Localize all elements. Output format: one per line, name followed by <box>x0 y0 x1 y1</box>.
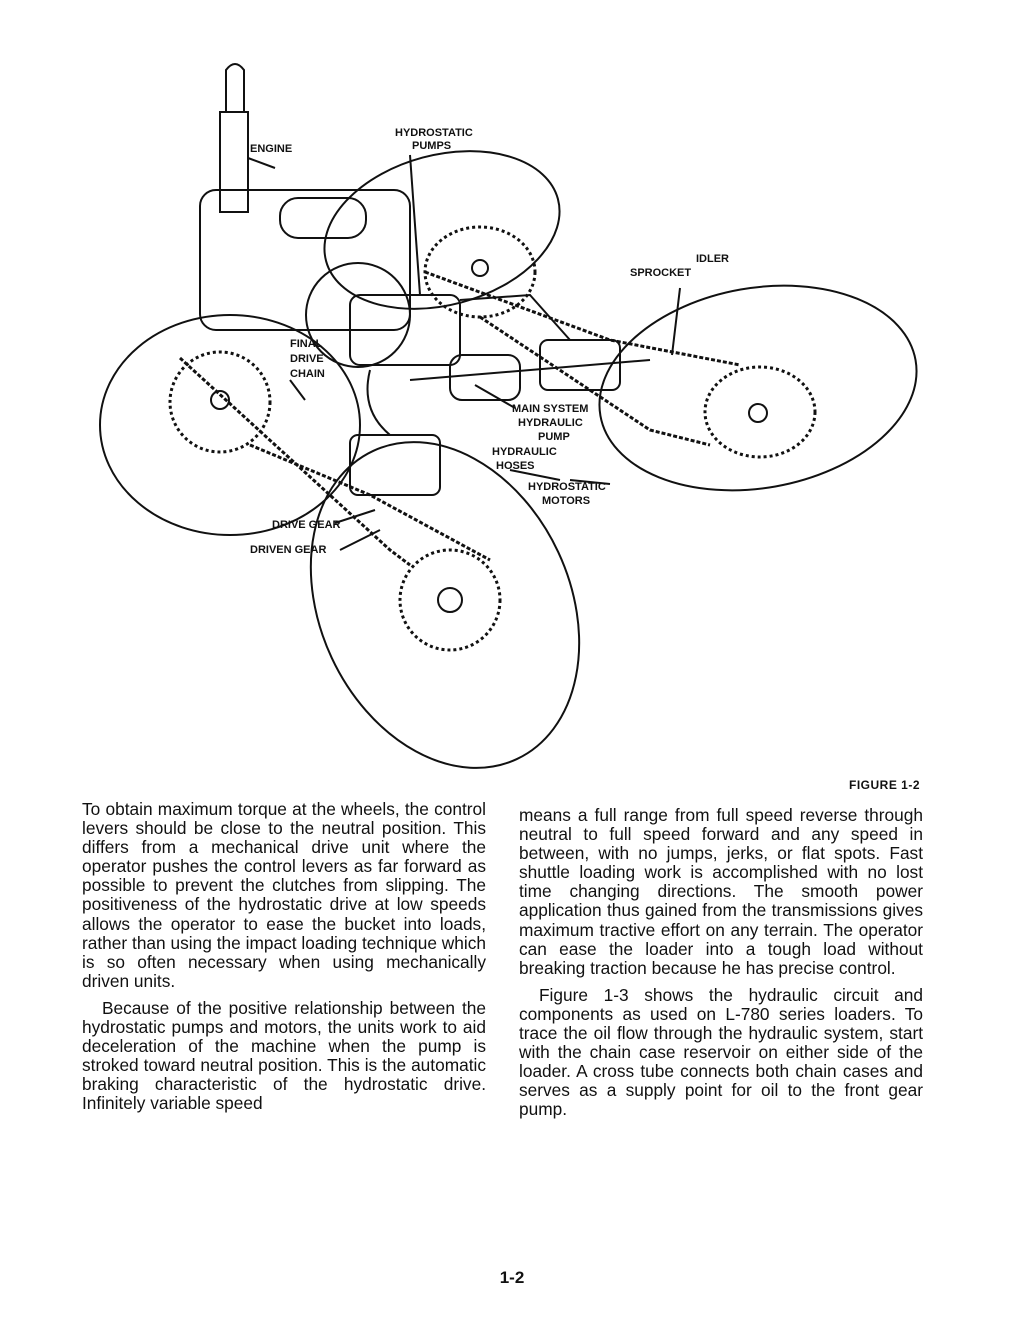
label-driven-gear: DRIVEN GEAR <box>250 544 327 556</box>
paragraph-hydraulic-circuit: Figure 1-3 shows the hydraulic circuit and components as used on L-780 series loaders. To trace the oil flow through the hydraulic system, start with the chain case reservoir on either side of the loader. A cross tube connects both chain cases and serves as a supply point for oil to the front gear pump. <box>519 984 923 1120</box>
label-final-drive-chain-1: FINAL <box>290 338 323 350</box>
label-final-drive-chain-3: CHAIN <box>290 368 325 380</box>
paragraph-variable-speed: means a full range from full speed reverse through neutral to full speed forward and any speed in between, with no jumps, jerks, or flat spots. Fast shuttle loading work is accomplished with no lost time changing directions. The smooth power application thus gained from the transmissions gives maximum tractive effort on any terrain. The operator can ease the loader into a tough load without breaking traction because he has precise control. <box>519 805 923 978</box>
page-number: 1-2 <box>499 1268 525 1287</box>
label-hydraulic-hoses-1: HYDRAULIC <box>492 446 557 458</box>
label-hydrostatic-motors-1: HYDROSTATIC <box>528 481 606 493</box>
label-main-system-pump-3: PUMP <box>538 431 570 443</box>
label-engine: ENGINE <box>250 143 293 155</box>
front-right-tire <box>583 262 933 515</box>
label-hydraulic-hoses-2: HOSES <box>496 460 535 472</box>
figure-caption: FIGURE 1-2 <box>848 778 920 792</box>
paragraph-braking: Because of the positive relationship between the hydrostatic pumps and motors, the units work to aid deceleration of the machine when the pump is stroked toward neutral position. This is the automatic braking characteristic of the hydrostatic drive. Infinitely variable speed <box>82 997 486 1114</box>
label-idler-sprocket-2: SPROCKET <box>630 267 692 279</box>
paragraph-torque: To obtain maximum torque at the wheels, the control levers should be close to the neutral position. This differs from a mechanical drive unit where the operator pushes the control levers as far forward as possible to prevent the clutches from slipping. The positiveness of the hydrostatic drive at low speeds allows the operator to ease the bucket into loads, rather than using the impact loading technique which is so often necessary when using mechanically driven units. <box>82 799 486 991</box>
label-idler-sprocket-1: IDLER <box>696 253 729 265</box>
drivetrain-illustration <box>90 40 950 780</box>
label-main-system-pump-1: MAIN SYSTEM <box>512 403 589 415</box>
label-hydrostatic-pumps-1: HYDROSTATIC <box>395 127 473 139</box>
right-column <box>519 806 923 1128</box>
label-main-system-pump-2: HYDRAULIC <box>518 417 583 429</box>
label-hydrostatic-pumps-2: PUMPS <box>412 140 452 152</box>
label-hydrostatic-motors-2: MOTORS <box>542 495 591 507</box>
label-drive-gear: DRIVE GEAR <box>272 519 341 531</box>
left-column <box>82 800 486 1122</box>
label-final-drive-chain-2: DRIVE <box>290 353 324 365</box>
